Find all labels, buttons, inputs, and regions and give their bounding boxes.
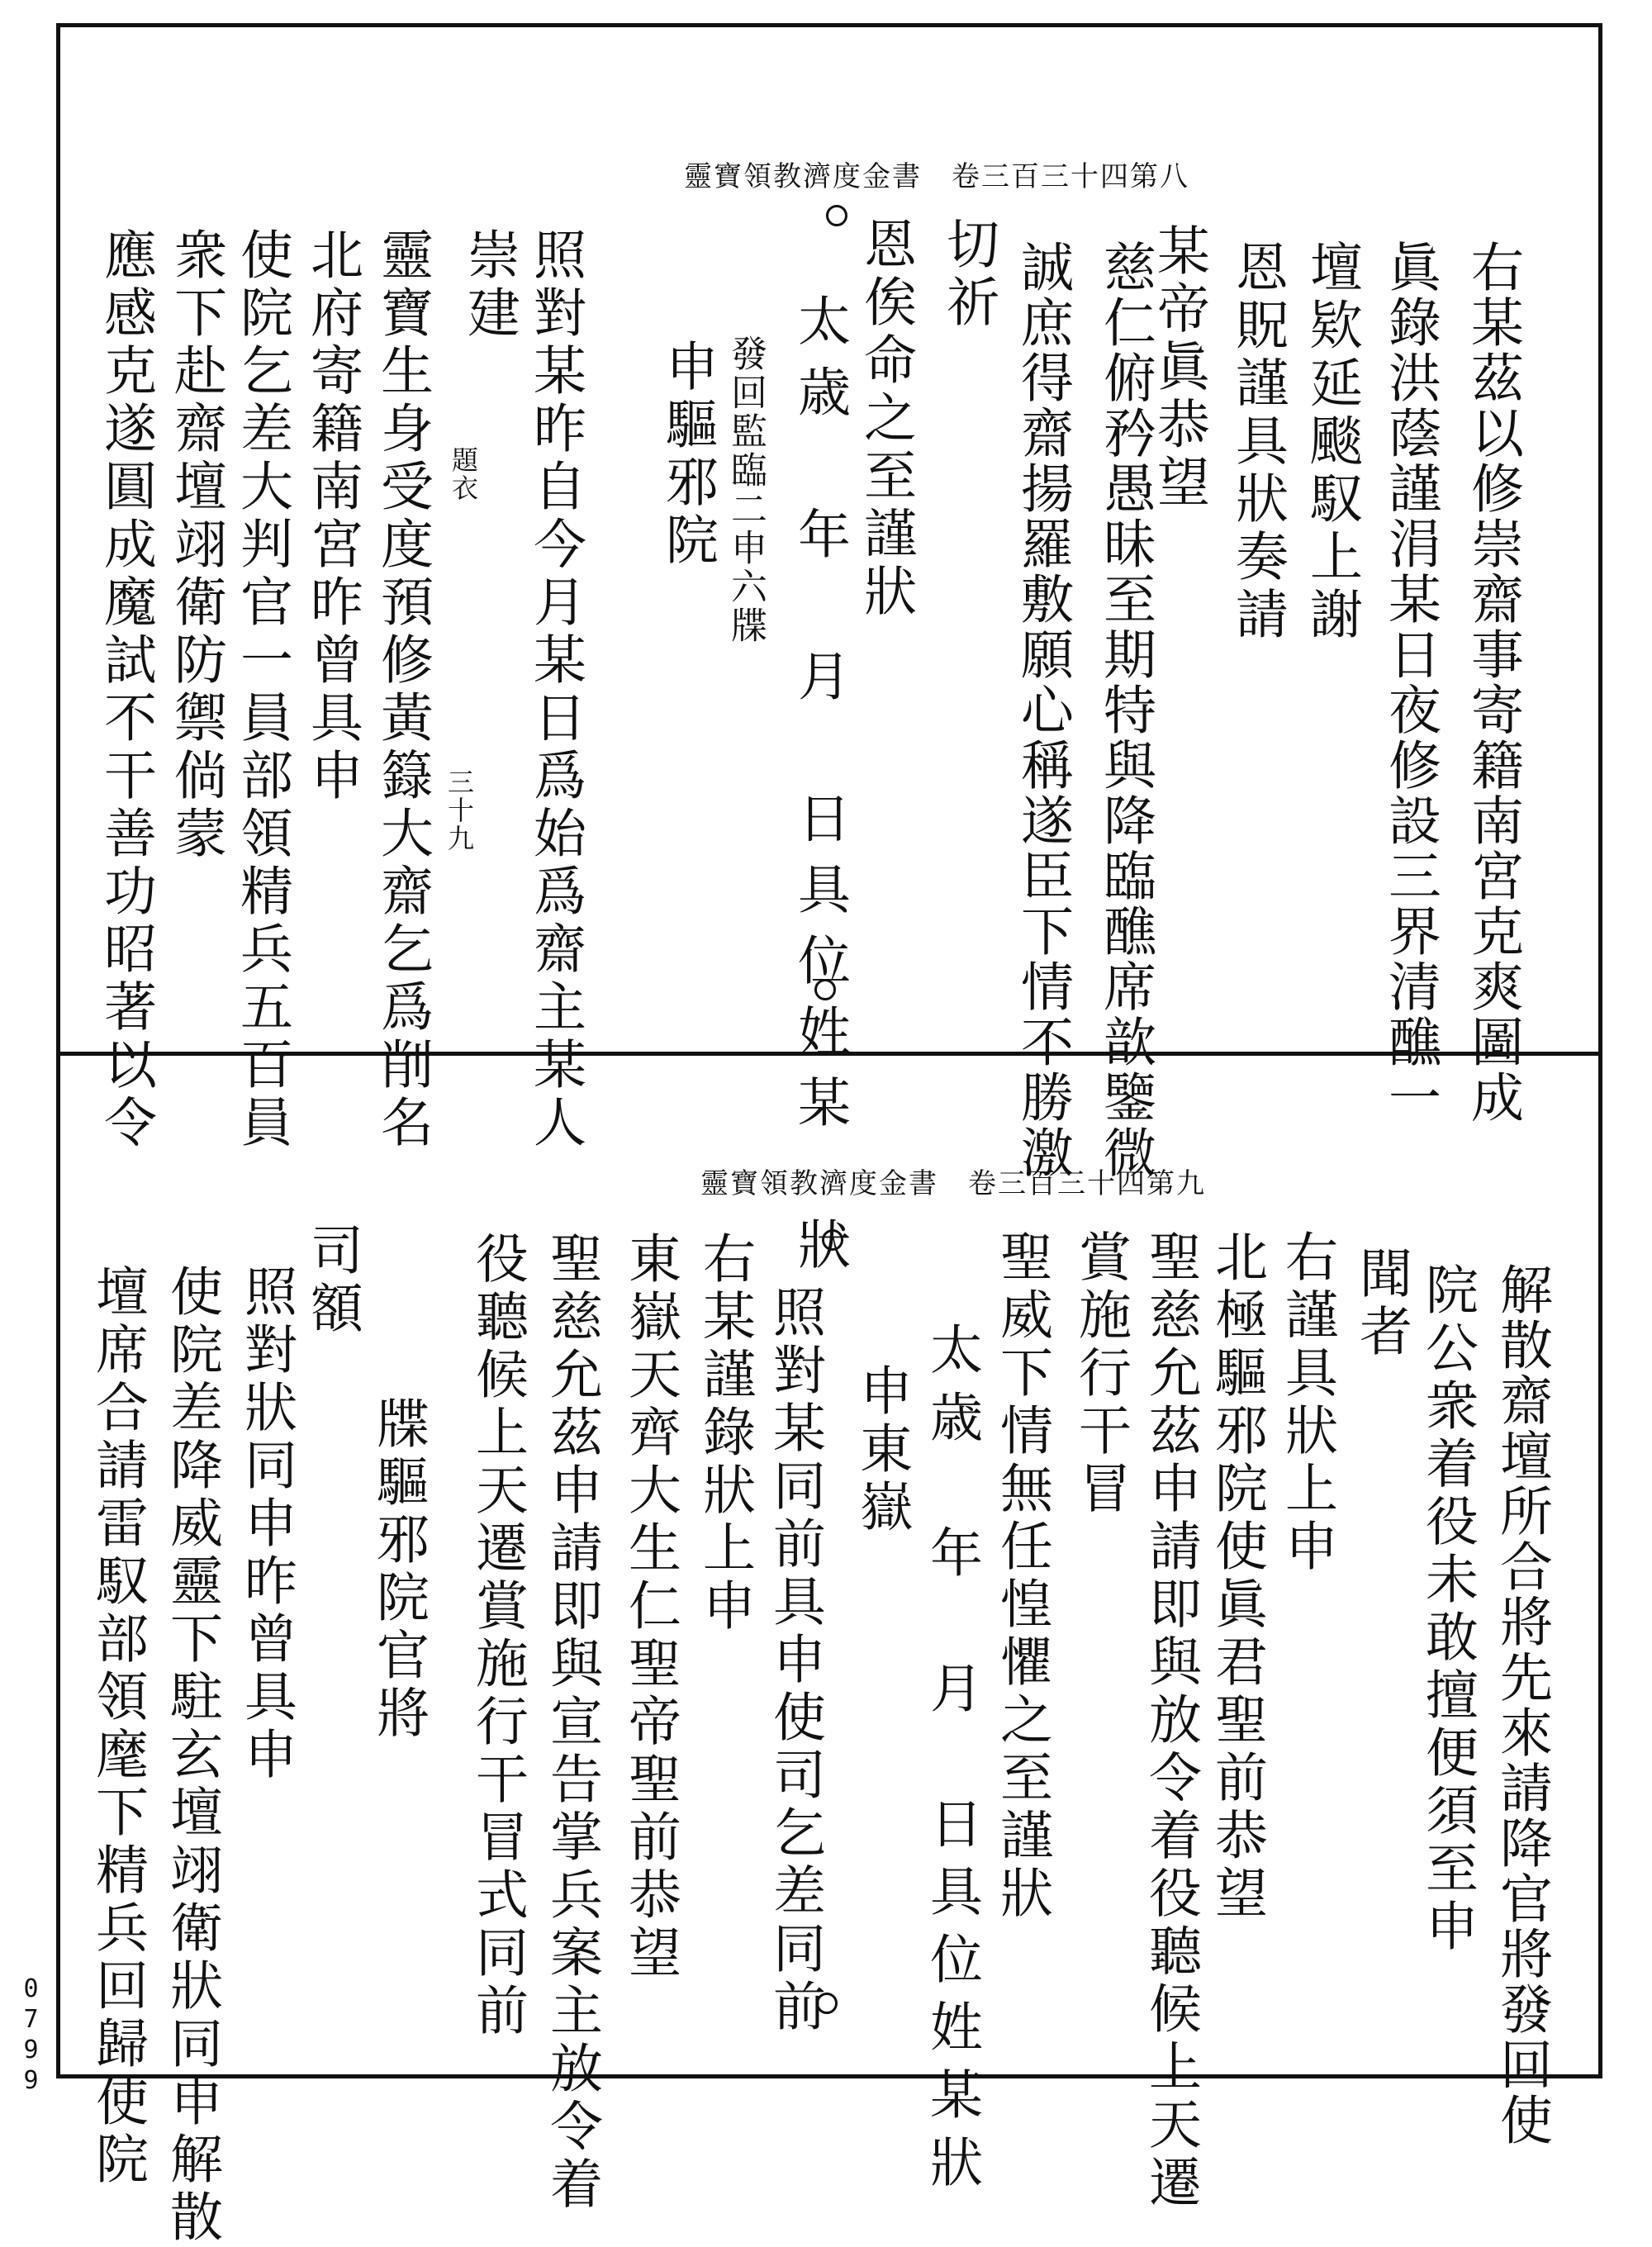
text-line: 照對某同前具申使司乞差同前: [764, 1285, 825, 2036]
text-line: 聖慈允茲申請即與放令着役聽候上天遷: [1140, 1229, 1201, 2212]
text-line: 聞者: [1351, 1246, 1412, 1361]
text-line: 慈仁俯矜愚昧至期特與降臨醮席歆鑒微: [1094, 240, 1156, 1181]
text-line: 照對狀同申昨曾具申: [235, 1264, 297, 1784]
text-line: 衆下赴齋壇翊衛防禦倘蒙: [165, 227, 226, 863]
text-line: 右某謹錄狀上申: [694, 1231, 755, 1636]
text-line: 崇建: [458, 227, 520, 343]
text-line: 壇席合請雷馭部領麾下精兵回歸使院: [87, 1264, 148, 2189]
text-line: 照對某昨自今月某日爲始爲齋主某人: [525, 227, 586, 1152]
folio-header-bottom: 靈寶領教濟度金書 卷三百三十四第九: [700, 1167, 1206, 1200]
text-line: 某帝眞恭望: [1148, 223, 1209, 512]
circle-mark: [816, 1993, 838, 2014]
text-line: 眞錄洪蔭謹涓某日夜修設三界清醮一: [1379, 240, 1441, 1125]
annotation-note: 三十九: [444, 768, 475, 853]
text-line: 切祈: [938, 216, 999, 332]
text-line: 太歳 年 月 日具位姓某 狀: [789, 293, 850, 1288]
text-line: 誠庶得齋揚羅敷願心稱遂臣下情不勝激: [1012, 240, 1073, 1181]
text-line: 司額: [301, 1223, 363, 1338]
text-line: 靈寶生身受度預修黃籙大齋乞爲削名: [372, 227, 433, 1152]
page-number: 0799: [17, 1974, 45, 2097]
text-line: 役聽候上天遷賞施行干冒式同前: [467, 1231, 528, 2040]
folio-header-top: 靈寶領教濟度金書 卷三百三十四第八: [684, 160, 1189, 193]
text-line: 東嶽天齊大生仁聖帝聖前恭望: [620, 1231, 681, 1983]
text-line: 右謹具狀上申: [1276, 1229, 1337, 1576]
text-line: 應感克遂圓成魔試不干善功昭著以令: [95, 227, 156, 1152]
text-line: 申東嶽: [851, 1363, 912, 1537]
text-line: 牒驅邪院官將: [368, 1396, 429, 1743]
text-line: 恩俟命之至謹狀: [855, 216, 916, 621]
annotation-note: 題衣: [448, 446, 479, 502]
text-line: 恩貺謹具狀奏請: [1227, 240, 1288, 644]
text-line: 右某茲以修崇齋事寄籍南宮克爽圖成: [1462, 240, 1523, 1125]
text-line: 發回監臨二申六牒: [724, 335, 767, 645]
text-line: 北府寄籍南宮昨曾具申: [301, 227, 363, 805]
circle-mark: [814, 979, 836, 1000]
text-line: 北極驅邪院使眞君聖前恭望: [1206, 1229, 1267, 1923]
text-line: 使院乞差大判官一員部領精兵五百員: [231, 227, 292, 1152]
text-line: 院公衆着役未敢擅便須至申: [1417, 1262, 1478, 1956]
text-line: 使院差降威靈下駐玄壇翊衛狀同申解散: [161, 1264, 222, 2247]
text-line: 解散齋壇所合將先來請降官將發回使: [1491, 1262, 1552, 2148]
text-line: 聖慈允茲申請即與宣告掌兵案主放令着: [541, 1231, 602, 2214]
circle-mark: [826, 205, 847, 226]
text-line: 壇欵延颷馭上謝: [1301, 240, 1362, 644]
text-line: 申驅邪院: [657, 339, 718, 570]
circle-mark: [822, 1229, 843, 1251]
text-line: 賞施行干冒: [1070, 1229, 1131, 1518]
text-line: 太歳 年 月 日具位姓某狀: [921, 1322, 982, 2202]
text-line: 聖威下情無任惶懼之至謹狀: [991, 1229, 1052, 1923]
